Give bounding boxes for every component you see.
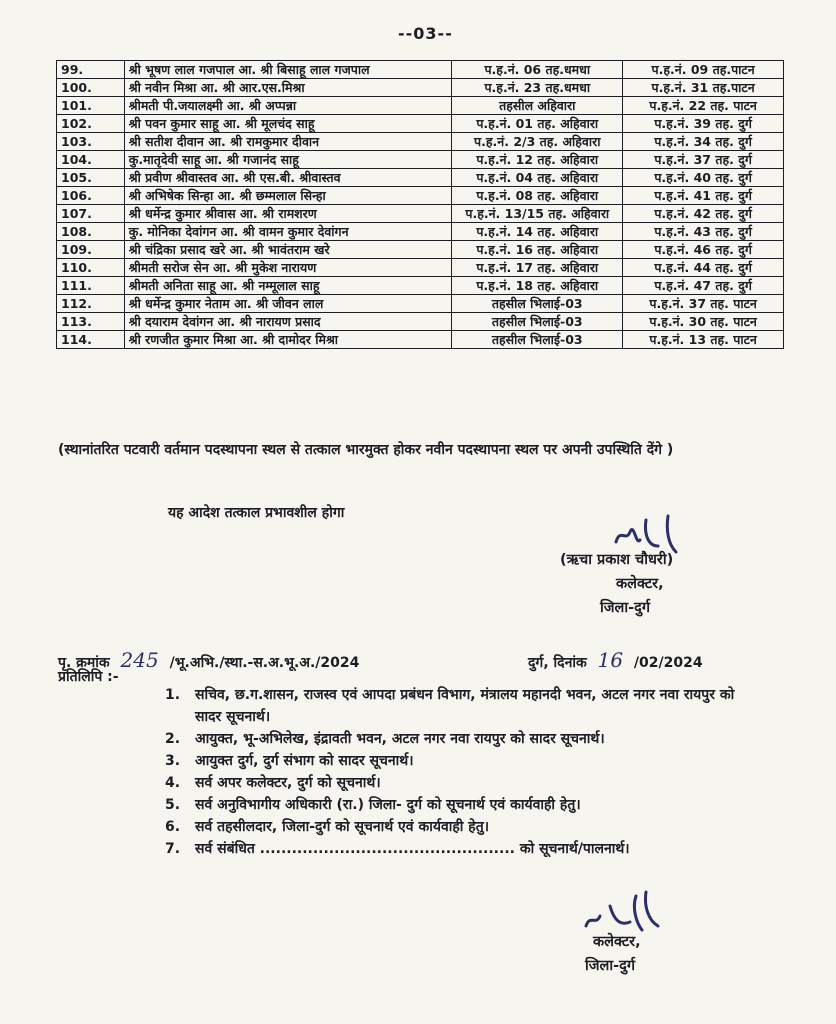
row-to-location: प.ह.नं. 43 तह. दुर्ग <box>623 223 784 241</box>
table-row <box>57 169 784 187</box>
table-row <box>57 79 784 97</box>
order-number: 245 <box>120 648 159 672</box>
list-item <box>165 838 765 860</box>
row-from-location: तहसील भिलाई-03 <box>452 295 623 313</box>
list-item <box>165 750 765 772</box>
page-number: --03-- <box>398 24 453 43</box>
row-to-location: प.ह.नं. 34 तह. दुर्ग <box>623 133 784 151</box>
table-row <box>57 259 784 277</box>
copy-text: सचिव, छ.ग.शासन, राजस्व एवं आपदा प्रबंधन विभाग, मंत्रालय महानदी भवन, अटल नगर नवा रायपुर को सादर सूचनार्थ। <box>195 687 735 725</box>
date-prefix: दुर्ग, दिनांक <box>528 655 587 671</box>
row-from-location: प.ह.नं. 16 तह. अहिवारा <box>452 241 623 259</box>
row-from-location: प.ह.नं. 18 तह. अहिवारा <box>452 277 623 295</box>
copy-number: 2. <box>165 731 181 747</box>
table-row <box>57 187 784 205</box>
row-number: 103. <box>57 133 125 151</box>
row-name: श्री धर्मेन्द्र कुमार नेताम आ. श्री जीवन लाल <box>124 295 452 313</box>
row-to-location: प.ह.नं. 31 तह.पाटन <box>623 79 784 97</box>
row-number: 110. <box>57 259 125 277</box>
copy-number: 6. <box>165 819 181 835</box>
table-row <box>57 295 784 313</box>
row-name: श्री नवीन मिश्रा आ. श्री आर.एस.मिश्रा <box>124 79 452 97</box>
row-number: 113. <box>57 313 125 331</box>
row-to-location: प.ह.नं. 09 तह.पाटन <box>623 61 784 79</box>
collector-district: जिला-दुर्ग <box>600 600 650 616</box>
row-from-location: प.ह.नं. 14 तह. अहिवारा <box>452 223 623 241</box>
row-name: श्री भूषण लाल गजपाल आ. श्री बिसाहू लाल गजपाल <box>124 61 452 79</box>
row-from-location: प.ह.नं. 17 तह. अहिवारा <box>452 259 623 277</box>
copy-title: प्रतिलिपि :- <box>58 669 119 685</box>
row-to-location: प.ह.नं. 37 तह. पाटन <box>623 295 784 313</box>
row-to-location: प.ह.नं. 39 तह. दुर्ग <box>623 115 784 133</box>
row-to-location: प.ह.नं. 41 तह. दुर्ग <box>623 187 784 205</box>
table-row <box>57 61 784 79</box>
transfer-table <box>56 60 784 349</box>
second-district: जिला-दुर्ग <box>585 958 635 974</box>
copy-text: सर्व अनुविभागीय अधिकारी (रा.) जिला- दुर्ग को सूचनार्थ एवं कार्यवाही हेतु। <box>195 797 581 813</box>
row-number: 104. <box>57 151 125 169</box>
row-to-location: प.ह.नं. 40 तह. दुर्ग <box>623 169 784 187</box>
row-to-location: प.ह.नं. 37 तह. दुर्ग <box>623 151 784 169</box>
copy-number: 7. <box>165 841 181 857</box>
row-from-location: तहसील अहिवारा <box>452 97 623 115</box>
row-from-location: प.ह.नं. 01 तह. अहिवारा <box>452 115 623 133</box>
date-day: 16 <box>597 648 624 672</box>
row-to-location: प.ह.नं. 47 तह. दुर्ग <box>623 277 784 295</box>
copy-text: सर्व तहसीलदार, जिला-दुर्ग को सूचनार्थ एवं कार्यवाही हेतु। <box>195 819 490 835</box>
row-name: श्री चंद्रिका प्रसाद खरे आ. श्री भावंतराम खरे <box>124 241 452 259</box>
list-item <box>165 684 765 728</box>
table-row <box>57 313 784 331</box>
row-name: कु.मातृदेवी साहू आ. श्री गजानंद साहू <box>124 151 452 169</box>
table-row <box>57 331 784 349</box>
relieving-note: (स्थानांतरित पटवारी वर्तमान पदस्थापना स्थल से तत्काल भारमुक्त होकर नवीन पदस्थापना स्थल पर अपनी उपस्थिति देंगे ) <box>58 442 674 458</box>
row-from-location: तहसील भिलाई-03 <box>452 313 623 331</box>
table-row <box>57 277 784 295</box>
copy-number: 4. <box>165 775 181 791</box>
row-from-location: प.ह.नं. 06 तह.धमधा <box>452 61 623 79</box>
row-name: श्री अभिषेक सिन्हा आ. श्री छम्मलाल सिन्हा <box>124 187 452 205</box>
row-number: 109. <box>57 241 125 259</box>
row-number: 106. <box>57 187 125 205</box>
row-from-location: प.ह.नं. 23 तह.धमधा <box>452 79 623 97</box>
row-name: श्री धर्मेन्द्र कुमार श्रीवास आ. श्री रामशरण <box>124 205 452 223</box>
copy-text: सर्व संबंधित ................................................ को सूचनार्थ/पालनार्थ। <box>195 841 630 857</box>
copy-number: 5. <box>165 797 181 813</box>
row-from-location: प.ह.नं. 2/3 तह. अहिवारा <box>452 133 623 151</box>
row-from-location: प.ह.नं. 12 तह. अहिवारा <box>452 151 623 169</box>
row-name: श्रीमती पी.जयालक्ष्मी आ. श्री अप्पन्ना <box>124 97 452 115</box>
second-signature-mark <box>580 886 670 936</box>
row-to-location: प.ह.नं. 22 तह. पाटन <box>623 97 784 115</box>
table-row <box>57 151 784 169</box>
table-row <box>57 205 784 223</box>
row-number: 114. <box>57 331 125 349</box>
row-to-location: प.ह.नं. 44 तह. दुर्ग <box>623 259 784 277</box>
row-number: 108. <box>57 223 125 241</box>
list-item <box>165 772 765 794</box>
row-name: श्रीमती सरोज सेन आ. श्री मुकेश नारायण <box>124 259 452 277</box>
order-date <box>528 648 703 672</box>
collector-signature <box>560 548 673 620</box>
table-row <box>57 241 784 259</box>
copy-text: आयुक्त दुर्ग, दुर्ग संभाग को सादर सूचनार्थ। <box>195 753 414 769</box>
row-from-location: प.ह.नं. 04 तह. अहिवारा <box>452 169 623 187</box>
list-item <box>165 728 765 750</box>
row-name: श्री दयाराम देवांगन आ. श्री नारायण प्रसाद <box>124 313 452 331</box>
order-prefix: पृ. क्रमांक <box>58 655 110 671</box>
copy-text: सर्व अपर कलेक्टर, दुर्ग को सूचनार्थ। <box>195 775 381 791</box>
collector-designation: कलेक्टर, <box>616 576 664 592</box>
row-name: श्री पवन कुमार साहू आ. श्री मूलचंद साहू <box>124 115 452 133</box>
list-item <box>165 794 765 816</box>
row-from-location: प.ह.नं. 08 तह. अहिवारा <box>452 187 623 205</box>
copy-text: आयुक्त, भू-अभिलेख, इंद्रावती भवन, अटल नगर नवा रायपुर को सादर सूचनार्थ। <box>195 731 605 747</box>
row-number: 100. <box>57 79 125 97</box>
row-name: कु. मोनिका देवांगन आ. श्री वामन कुमार देवांगन <box>124 223 452 241</box>
second-signature <box>585 930 641 978</box>
table-row <box>57 115 784 133</box>
table-row <box>57 97 784 115</box>
row-name: श्री सतीश दीवान आ. श्री रामकुमार दीवान <box>124 133 452 151</box>
row-number: 101. <box>57 97 125 115</box>
copy-number: 3. <box>165 753 181 769</box>
row-to-location: प.ह.नं. 13 तह. पाटन <box>623 331 784 349</box>
table-row <box>57 133 784 151</box>
row-number: 102. <box>57 115 125 133</box>
date-suffix: /02/2024 <box>633 655 703 671</box>
row-number: 111. <box>57 277 125 295</box>
row-number: 112. <box>57 295 125 313</box>
row-number: 107. <box>57 205 125 223</box>
collector-name: (ऋचा प्रकाश चौधरी) <box>560 552 674 568</box>
row-from-location: तहसील भिलाई-03 <box>452 331 623 349</box>
list-item <box>165 816 765 838</box>
row-number: 105. <box>57 169 125 187</box>
table-row <box>57 223 784 241</box>
row-from-location: प.ह.नं. 13/15 तह. अहिवारा <box>452 205 623 223</box>
row-to-location: प.ह.नं. 30 तह. पाटन <box>623 313 784 331</box>
order-suffix: /भू.अभि./स्था.-स.अ.भू.अ./2024 <box>169 655 360 671</box>
row-number: 99. <box>57 61 125 79</box>
effective-statement: यह आदेश तत्काल प्रभावशील होगा <box>168 505 345 521</box>
row-name: श्री रणजीत कुमार मिश्रा आ. श्री दामोदर मिश्रा <box>124 331 452 349</box>
row-to-location: प.ह.नं. 46 तह. दुर्ग <box>623 241 784 259</box>
row-name: श्रीमती अनिता साहू आ. श्री नम्मूलाल साहू <box>124 277 452 295</box>
copy-list <box>165 684 765 860</box>
second-designation: कलेक्टर, <box>593 934 641 950</box>
row-name: श्री प्रवीण श्रीवास्तव आ. श्री एस.बी. श्रीवास्तव <box>124 169 452 187</box>
row-to-location: प.ह.नं. 42 तह. दुर्ग <box>623 205 784 223</box>
copy-number: 1. <box>165 687 181 703</box>
